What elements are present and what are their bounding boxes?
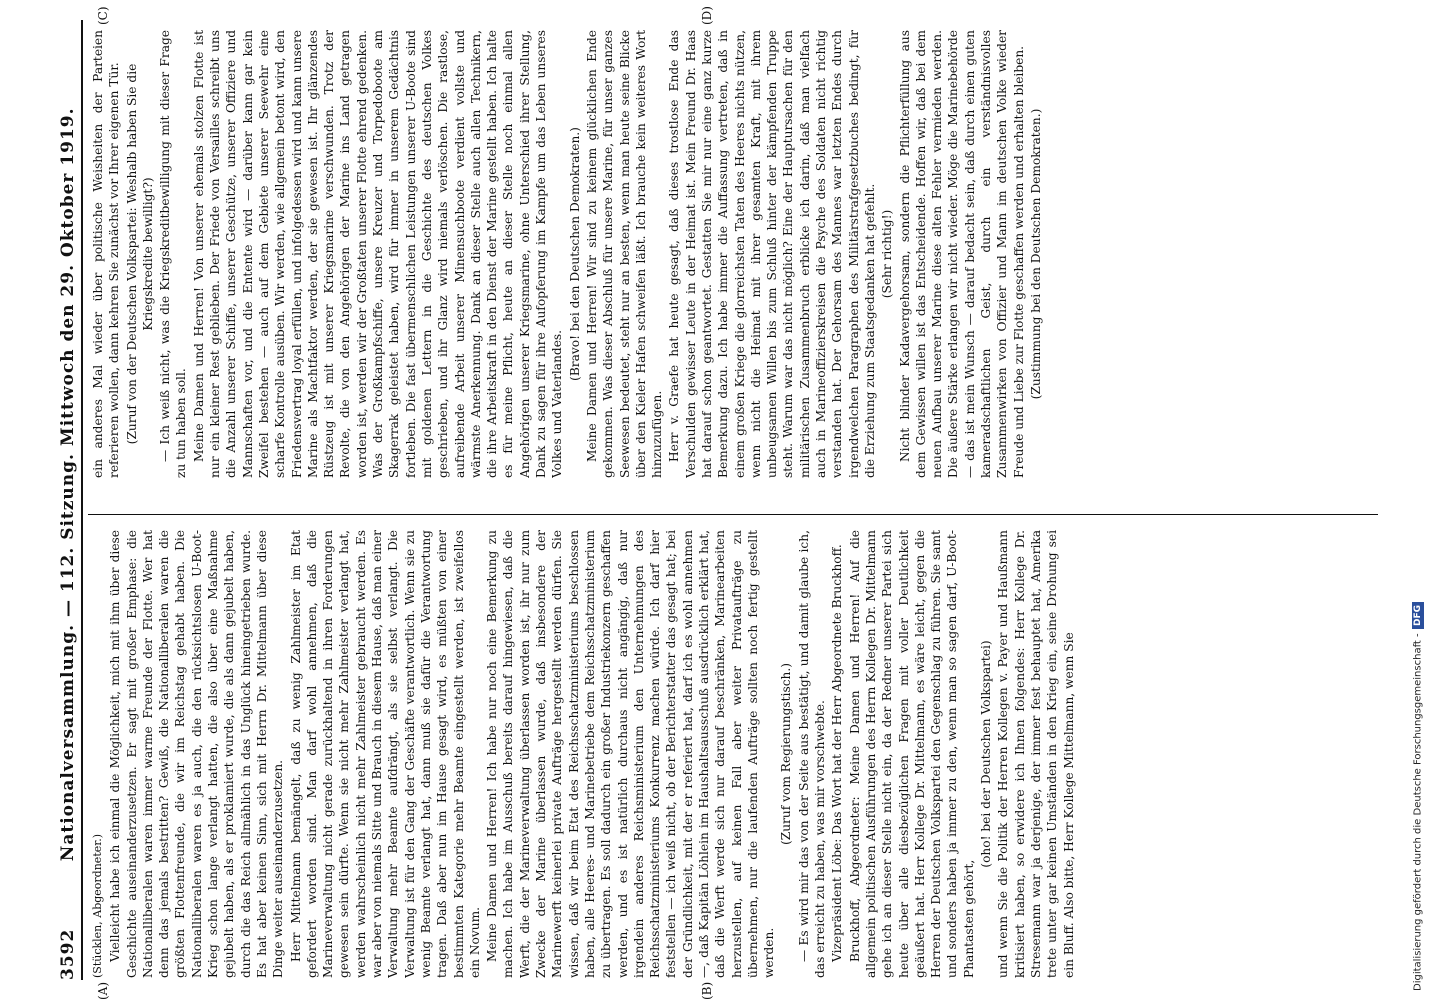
- paragraph: Bruckhoff, Abgeordneter: Meine Damen und Herren! Auf die allgemein politischen Ausführungen des Herrn Kollegen Dr. Mittelmann gehe ich an dieser Stelle nicht ein, da der Redner unserer Partei sich heute über alle diesbezüglichen Fragen mit voller Deutlichkeit geäußert hat. Herr Kollege Dr. Mittelmann, es wäre leicht, gegen die Herren der Deutschen Volkspartei den Gegenschlag zu führen. Sie samt und sonders haben ja immer zu den, wenn man so sagen darf, U-Boot-Phantasten gehört,: [847, 530, 976, 978]
- paragraph: Herr v. Graefe hat heute gesagt, daß dieses trostlose Ende das Verschulden gewisser Leute in der Heimat ist. Mein Freund Dr. Haas hat darauf schon geantwortet. Gestatten Sie mir nur eine ganz kurze Bemerkung dazu. Ich habe immer die Auffassung vertreten, daß in einem großen Kriege die glorreichsten Taten des Heeres nichts nützen, wenn nicht die Heimat mit ihrer gesamten Kraft, mit ihrem unbeugsamen Willen bis zum Schluß hinter der kämpfenden Truppe steht. Warum war das nicht möglich? Eine der Hauptursachen für den militärischen Zusammenbruch erblicke ich darin, daß man vielfach auch in Marineoffizierskreisen die Psyche des Soldaten nicht richtig verstanden hat. Der Gehorsam des Mannes war letzten Endes durch irgendwelchen Paragraphen des Militärstrafgesetzbuches bedingt, für die Erziehung zum Staatsgedanken hat gefehlt.: [667, 30, 877, 478]
- digitization-stamp: [1408, 6, 1428, 991]
- margin-marker-b: (B): [700, 981, 714, 1000]
- paragraph: — Es wird mir das von der Seite aus bestätigt, und damit glaube ich, das erreicht zu haben, was mir vorschwebte.: [796, 530, 828, 978]
- left-column: [90, 530, 1370, 978]
- stamp-text: Digitalisierung gefördert durch die Deutsche Forschungsgemeinschaft -: [1412, 633, 1424, 991]
- page-title: Nationalversammlung. — 112. Sitzung. Mittwoch den 29. Oktober 1919.: [58, 107, 78, 862]
- paragraph: Meine Damen und Herren! Ich habe nur noch eine Bemerkung zu machen. Ich habe im Ausschuß bereits darauf hingewiesen, daß die Werft, die der Marineverwaltung überlassen worden ist, ihr nur zum Zwecke der Marine überlassen wurde, daß insbesondere der Marinewerft keinerlei private Aufträge hergestellt werden dürfen. Sie wissen, daß wir beim Etat des Reichsschatzministeriums beschlossen haben, alle Heeres- und Marinebetriebe dem Reichsschatzministerium zu übertragen. Es soll dadurch ein großer Industriekonzern geschaffen werden, und es ist natürlich durchaus nicht angängig, daß nur irgendein anderes Reichsministerium den Unternehmungen des Reichsschatzministeriums Konkurrenz machen würde. Ich darf hier feststellen — ich weiß nicht, ob der Berichterstatter das gesagt hat; bei der Gründlichkeit, mit der er referiert hat, darf ich es wohl annehmen —, daß Kapitän Löhlein im Haushaltsausschuß ausdrücklich erklärt hat, daß die Werft werde sich nur darauf beschränken, Marinearbeiten herzustellen, auf keinen Fall aber weiter Privataufträge zu übernehmen, nur die laufenden Aufträge sollten noch fertig gestellt werden.: [485, 530, 777, 978]
- paragraph: Meine Damen und Herren! Von unserer ehemals stolzen Flotte ist nur ein kleiner Rest geblieben. Der Friede von Versailles schreibt uns die Anzahl unserer Schiffe, unserer Geschütze, unserer Offiziere und Mannschaften vor, und die Entente wird — darüber kann gar kein Zweifel bestehen — auch auf dem Gebiete unserer Seewehr eine scharfe Kontrolle ausüben. Wir werden, wie allgemein betont wird, den Friedensvertrag loyal erfüllen, und infolgedessen wird und kann unsere Marine als Machtfaktor werden, der sie gewesen ist. Ihr glänzendes Rüstzeug ist mit unserer Kriegsmarine verschwunden. Trotz der Revolte, die von den Angehörigen der Marine ins Land getragen worden ist, werden wir der Großtaten unserer Flotte ehrend gedenken. Was der Großkampfschiffe, unsere Kreuzer und Torpedoboote am Skagerrak geleistet haben, wird für immer in unserem Gedächtnis fortleben. Die fast übermenschlichen Leistungen unserer U-Boote sind mit goldenen Lettern in die Geschichte des deutschen Volkes geschrieben, und ihr Glanz wird niemals verlöschen. Die rastlose, aufreibende Arbeit unserer Minensuchboote verdient vollste und wärmste Anerkennung. Dank an dieser Stelle auch allen Technikern, die ihre Arbeitskraft in den Dienst der Marine gestellt haben. Ich halte es für meine Pflicht, heute an dieser Stelle noch einmal allen Angehörigen unserer Kriegsmarine, ohne Unterschied ihrer Stellung, Dank zu sagen für ihre Aufopferung im Kampfe um das Leben unseres Volkes und Vaterlandes.: [191, 30, 565, 478]
- margin-marker-c: (C): [96, 6, 110, 25]
- interjection: (Bravo! bei den Deutschen Demokraten.): [567, 127, 582, 381]
- paragraph: Meine Damen und Herren! Wir sind zu keinem glücklichen Ende gekommen. Was dieser Abschluß für unsere Marine, für unser ganzes Seewesen bedeutet, steht nur an besten, wenn man heute seine Blicke über den Kieler Hafen schweifen läßt. Ich brauche kein weiteres Wort hinzuzufügen.: [584, 30, 665, 478]
- margin-marker-a: (A): [96, 981, 110, 1000]
- paragraph: Nicht blinder Kadavergehorsam, sondern die Pflichterfüllung aus dem Gewissen willen ist das Entscheidende. Hoffen wir, daß bei dem neuen Aufbau unserer Marine diese alten Fehler vermieden werden. Die äußere Stärke erlangen wir nicht wieder. Möge die Marinebehörde — das ist mein Wunsch — darauf bedacht sein, daß durch einen guten kameradschaftlichen Geist, durch ein verständnisvolles Zusammenwirken von Offizier und Mann im deutschen Volke wieder Freude und Liebe zur Flotte geschaffen werden und erhalten bleiben.: [897, 30, 1026, 478]
- paragraph: — Ich weiß nicht, was die Kriegskreditbewilligung mit dieser Frage zu tun haben soll.: [158, 30, 189, 478]
- paragraph: Vielleicht habe ich einmal die Möglichkeit, mich mit ihm über diese Geschichte auseinanderzusetzen. Er sagt mit großer Emphase: die Nationalliberalen waren immer warme Freunde der Flotte. Wer hat denn das jemals bestritten? Gewiß, die Nationalliberalen waren die größten Flottenfreunde, die wir im Reichstag gehabt haben. Die Nationalliberalen waren es ja auch, die den rücksichtslosen U-Boot-Krieg schon lange verlangt hatten, die also über eine Maßnahme gejubelt haben, als er proklamiert wurde, die als dann gejubelt haben, durch die das Reich allmählich in das Unglück hineingetrieben wurde. Es hat aber keinen Sinn, sich mit Herrn Dr. Mittelmann über diese Dinge weiter auseinanderzusetzen.: [108, 530, 286, 978]
- dfg-logo: DFG: [1412, 602, 1424, 629]
- interjection: (Zuruf vom Regierungstisch.): [779, 662, 794, 846]
- paragraph: und wenn Sie die Politik der Herren Kollegen v. Payer und Haußmann kritisiert haben, so erwidere ich Ihnen folgendes: Herr Kollege Dr. Stresemann war ja derjenige, der immer fest behauptet hat, Amerika trete unter gar keinen Umständen in den Krieg ein, seine Drohung sei ein Bluff. Also bitte, Herr Kollege Mittelmann, wenn Sie: [996, 530, 1076, 978]
- speaker-attribution: (Stücklen, Abgeordneter.): [91, 833, 104, 978]
- right-column: [90, 30, 1370, 478]
- margin-marker-d: (D): [700, 6, 714, 25]
- page-header: [52, 40, 78, 980]
- interjection: (Sehr richtig!): [880, 209, 895, 299]
- interjection: (Zuruf von der Deutschen Volkspartei: Weshalb haben Sie die Kriegskredite bewilligt?): [124, 63, 155, 445]
- interjection: (oho! bei der Deutschen Volkspartei): [979, 640, 994, 868]
- paragraph: Herr Mittelmann bemängelt, daß zu wenig Zahlmeister im Etat gefordert worden sind. Man darf wohl annehmen, daß die Marineverwaltung nicht gerade zurückhaltend in ihren Forderungen gewesen sein dürfte. Wenn sie nicht mehr Zahlmeister verlangt hat, werden wahrscheinlich nicht mehr Zahlmeister gebraucht werden. Es war aber von niemals Sitte und Brauch in diesem Hause, daß man einer Verwaltung mehr Beamte aufdrängt, als sie selbst verlangt. Die Verwaltung ist für den Gang der Geschäfte verantwortlich. Wenn sie zu wenig Beamte verlangt hat, dann muß sie dafür die Verantwortung tragen. Daß aber nun im Hause gesagt wird, es müßten von einer bestimmten Kategorie mehr Beamte eingestellt werden, ist zweifellos ein Novum.: [288, 530, 482, 978]
- interjection: (Zustimmung bei den Deutschen Demokraten.): [1028, 108, 1043, 400]
- speaker-announcement: Vizepräsident Löbe: Das Wort hat der Herr Abgeordnete Bruckhoff.: [830, 544, 845, 962]
- paragraph: ein anderes Mal wieder über politische Weisheiten der Parteien referieren wollen, dann kehren Sie zunächst vor Ihrer eigenen Tür.: [91, 30, 122, 478]
- header-rule: [81, 20, 83, 980]
- page-number: 3592: [58, 928, 78, 980]
- column-divider: [88, 514, 1378, 515]
